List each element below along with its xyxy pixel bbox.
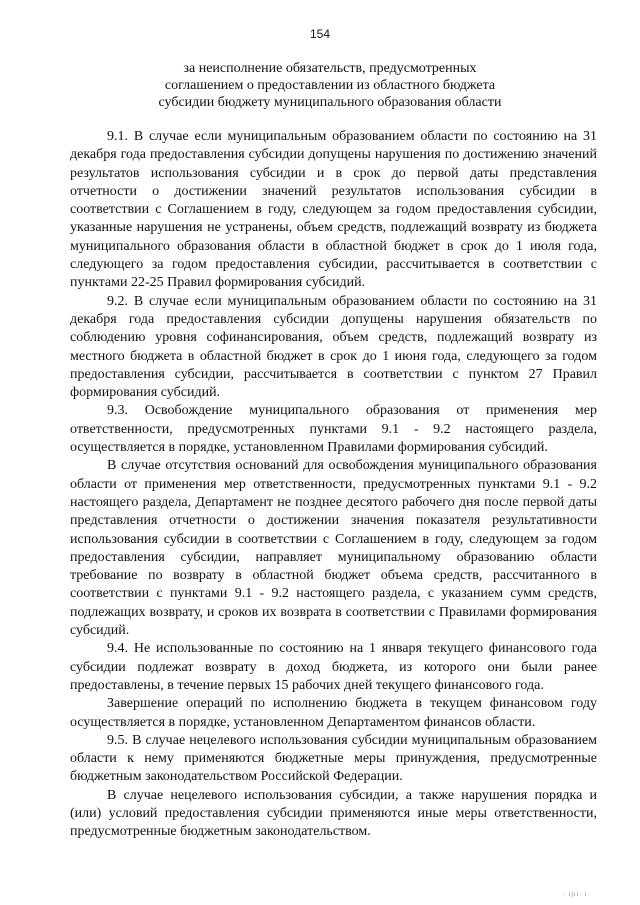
paragraph-9-1: 9.1. В случае если муниципальным образованием области по состоянию на 31 декабря года предоставления субсидии допущены нарушения по достижению значений результатов использования субсидии и в срок до первой даты представления отчетности о достижении значений результатов использования субсидии в соответствии с Соглашением в году, следующем за годом предоставления субсидии, указанные нарушения не устранены, объем средств, подлежащий возврату из бюджета муниципального образования области в областной бюджет в срок до 1 июля года, следующего за годом предоставления субсидии, рассчитывается в соответствии с пунктами 22-25 Правил формирования субсидий.: [70, 129, 597, 291]
heading-line: субсидии бюджету муниципального образования области: [158, 95, 502, 110]
paragraph-9-4: 9.4. Не использованные по состоянию на 1 января текущего финансового года субсидии подлежат возврату в доход бюджета, из которого они были ранее предоставлены, в течение первых 15 рабочих дней текущего финансового года.: [70, 641, 597, 693]
section-heading: [80, 60, 580, 111]
heading-line: за неисполнение обязательств, предусмотренных: [183, 61, 477, 76]
paragraph-9-5-continuation: В случае нецелевого использования субсидии, а также нарушения порядка и (или) условий предоставления субсидии применяются иные меры ответственности, предусмотренные бюджетным законодательством.: [70, 787, 597, 840]
paragraph-9-2: 9.2. В случае если муниципальным образованием области по состоянию на 31 декабря года предоставления субсидии допущены нарушения обязательств по соблюдению уровня софинансирования, объем средств, подлежащий возврату из местного бюджета в областной бюджет в срок до 1 июня года, следующего за годом предоставления субсидии, рассчитывается в соответствии с пунктом 27 Правил формирования субсидий.: [70, 293, 597, 401]
paragraph-9-4-continuation: Завершение операций по исполнению бюджета в текущем финансовом году осуществляется в порядке, установленном Департаментом финансов области.: [70, 696, 597, 730]
paragraph-9-3-continuation: В случае отсутствия оснований для освобождения муниципального образования области от применения мер ответственности, предусмотренных пунктами 9.1 - 9.2 настоящего раздела, Департамент не позднее десятого рабочего дня после первой даты представления отчетности о достижении значения показателя результативности использования субсидии в соответствии с Соглашением в году, следующем за годом предоставления субсидии, направляет муниципальному образованию области требование по возврату в областной бюджет объема средств, рассчитанного в соответствии с пунктами 9.1 - 9.2 настоящего раздела, с указанием сумм средств, подлежащих возврату, и сроков их возврата в соответствии с Правилами формирования субсидий.: [70, 458, 597, 639]
scan-artifact-mark: · ı|ıı· ı: [563, 892, 588, 898]
document-body: [70, 128, 597, 842]
paragraph-9-5: 9.5. В случае нецелевого использования субсидии муниципальным образованием области к нему применяются бюджетные меры принуждения, предусмотренные бюджетным законодательством Российской Федерации.: [70, 732, 597, 785]
paragraph-9-3: 9.3. Освобождение муниципального образования от применения мер ответственности, предусмотренных пунктами 9.1 - 9.2 настоящего раздела, осуществляется в порядке, установленном Правилами формирования субсидий.: [70, 403, 597, 456]
page-number: 154: [309, 27, 331, 41]
heading-line: соглашением о предоставлении из областного бюджета: [164, 78, 496, 93]
